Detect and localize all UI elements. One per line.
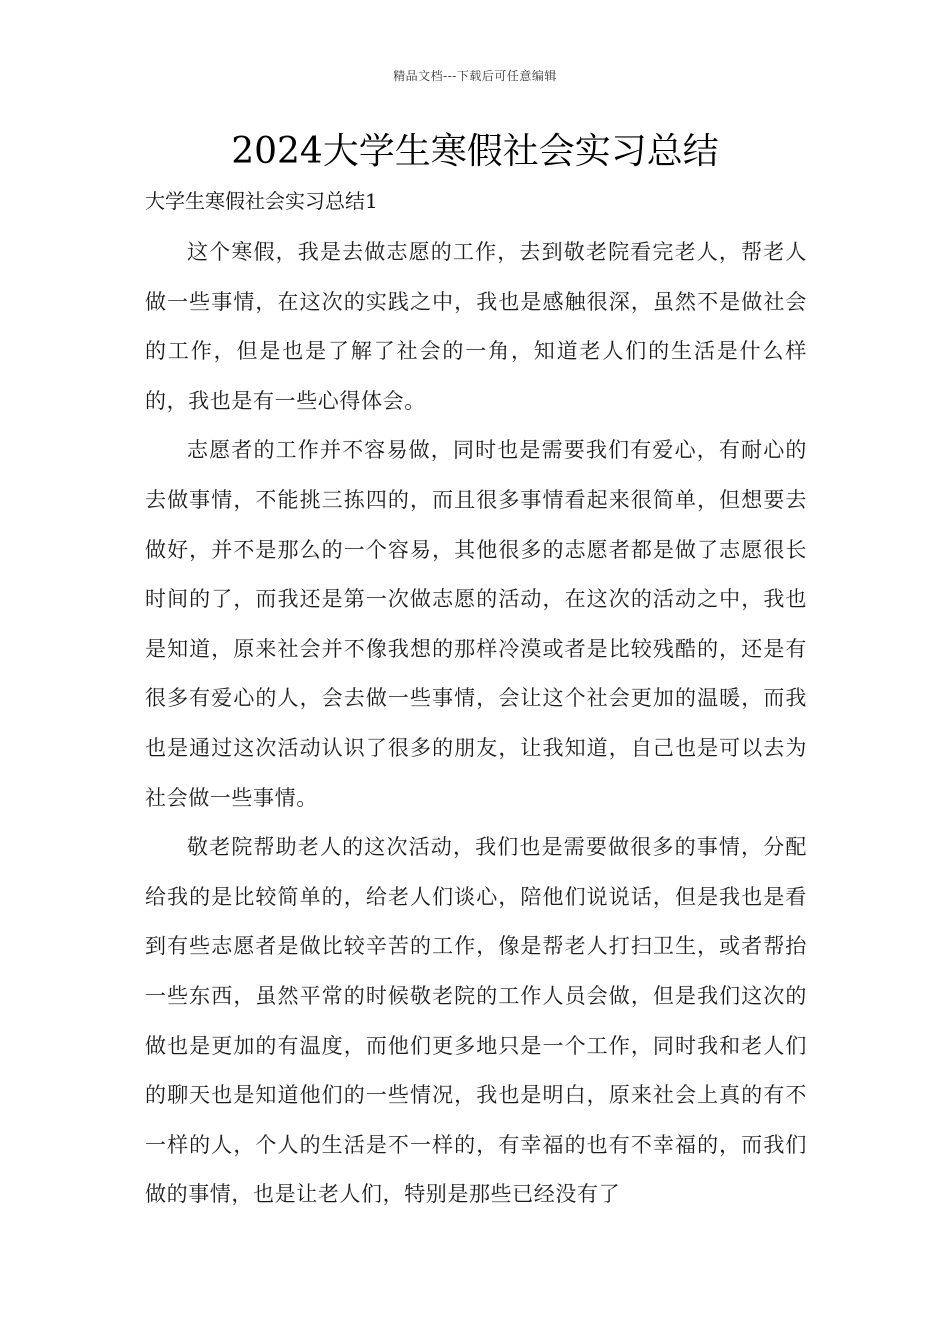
header-note: 精品文档---下载后可任意编辑	[393, 69, 557, 83]
document-body	[145, 228, 807, 1220]
paragraph: 敬老院帮助老人的这次活动，我们也是需要做很多的事情，分配给我的是比较简单的，给老人们谈心，陪他们说说话，但是我也是看到有些志愿者是做比较辛苦的工作，像是帮老人打扫卫生，或者帮抬一些东西，虽然平常的时候敬老院的工作人员会做，但是我们这次的做也是更加的有温度，而他们更多地只是一个工作，同时我和老人们的聊天也是知道他们的一些情况，我也是明白，原来社会上真的有不一样的人，个人的生活是不一样的，有幸福的也有不幸福的，而我们做的事情，也是让老人们，特别是那些已经没有了	[145, 835, 807, 1207]
section-heading: 大学生寒假社会实习总结1	[145, 189, 378, 213]
paragraph: 志愿者的工作并不容易做，同时也是需要我们有爱心，有耐心的去做事情，不能挑三拣四的，而且很多事情看起来很简单，但想要去做好，并不是那么的一个容易，其他很多的志愿者都是做了志愿很长时间的了，而我还是第一次做志愿的活动，在这次的活动之中，我也是知道，原来社会并不像我想的那样冷漠或者是比较残酷的，还是有很多有爱心的人，会去做一些事情，会让这个社会更加的温暖，而我也是通过这次活动认识了很多的朋友，让我知道，自己也是可以去为社会做一些事情。	[145, 438, 807, 810]
paragraph: 这个寒假，我是去做志愿的工作，去到敬老院看完老人，帮老人做一些事情，在这次的实践之中，我也是感触很深，虽然不是做社会的工作，但是也是了解了社会的一角，知道老人们的生活是什么样的，我也是有一些心得体会。	[145, 240, 807, 413]
document-title: 2024大学生寒假社会实习总结	[231, 131, 719, 172]
